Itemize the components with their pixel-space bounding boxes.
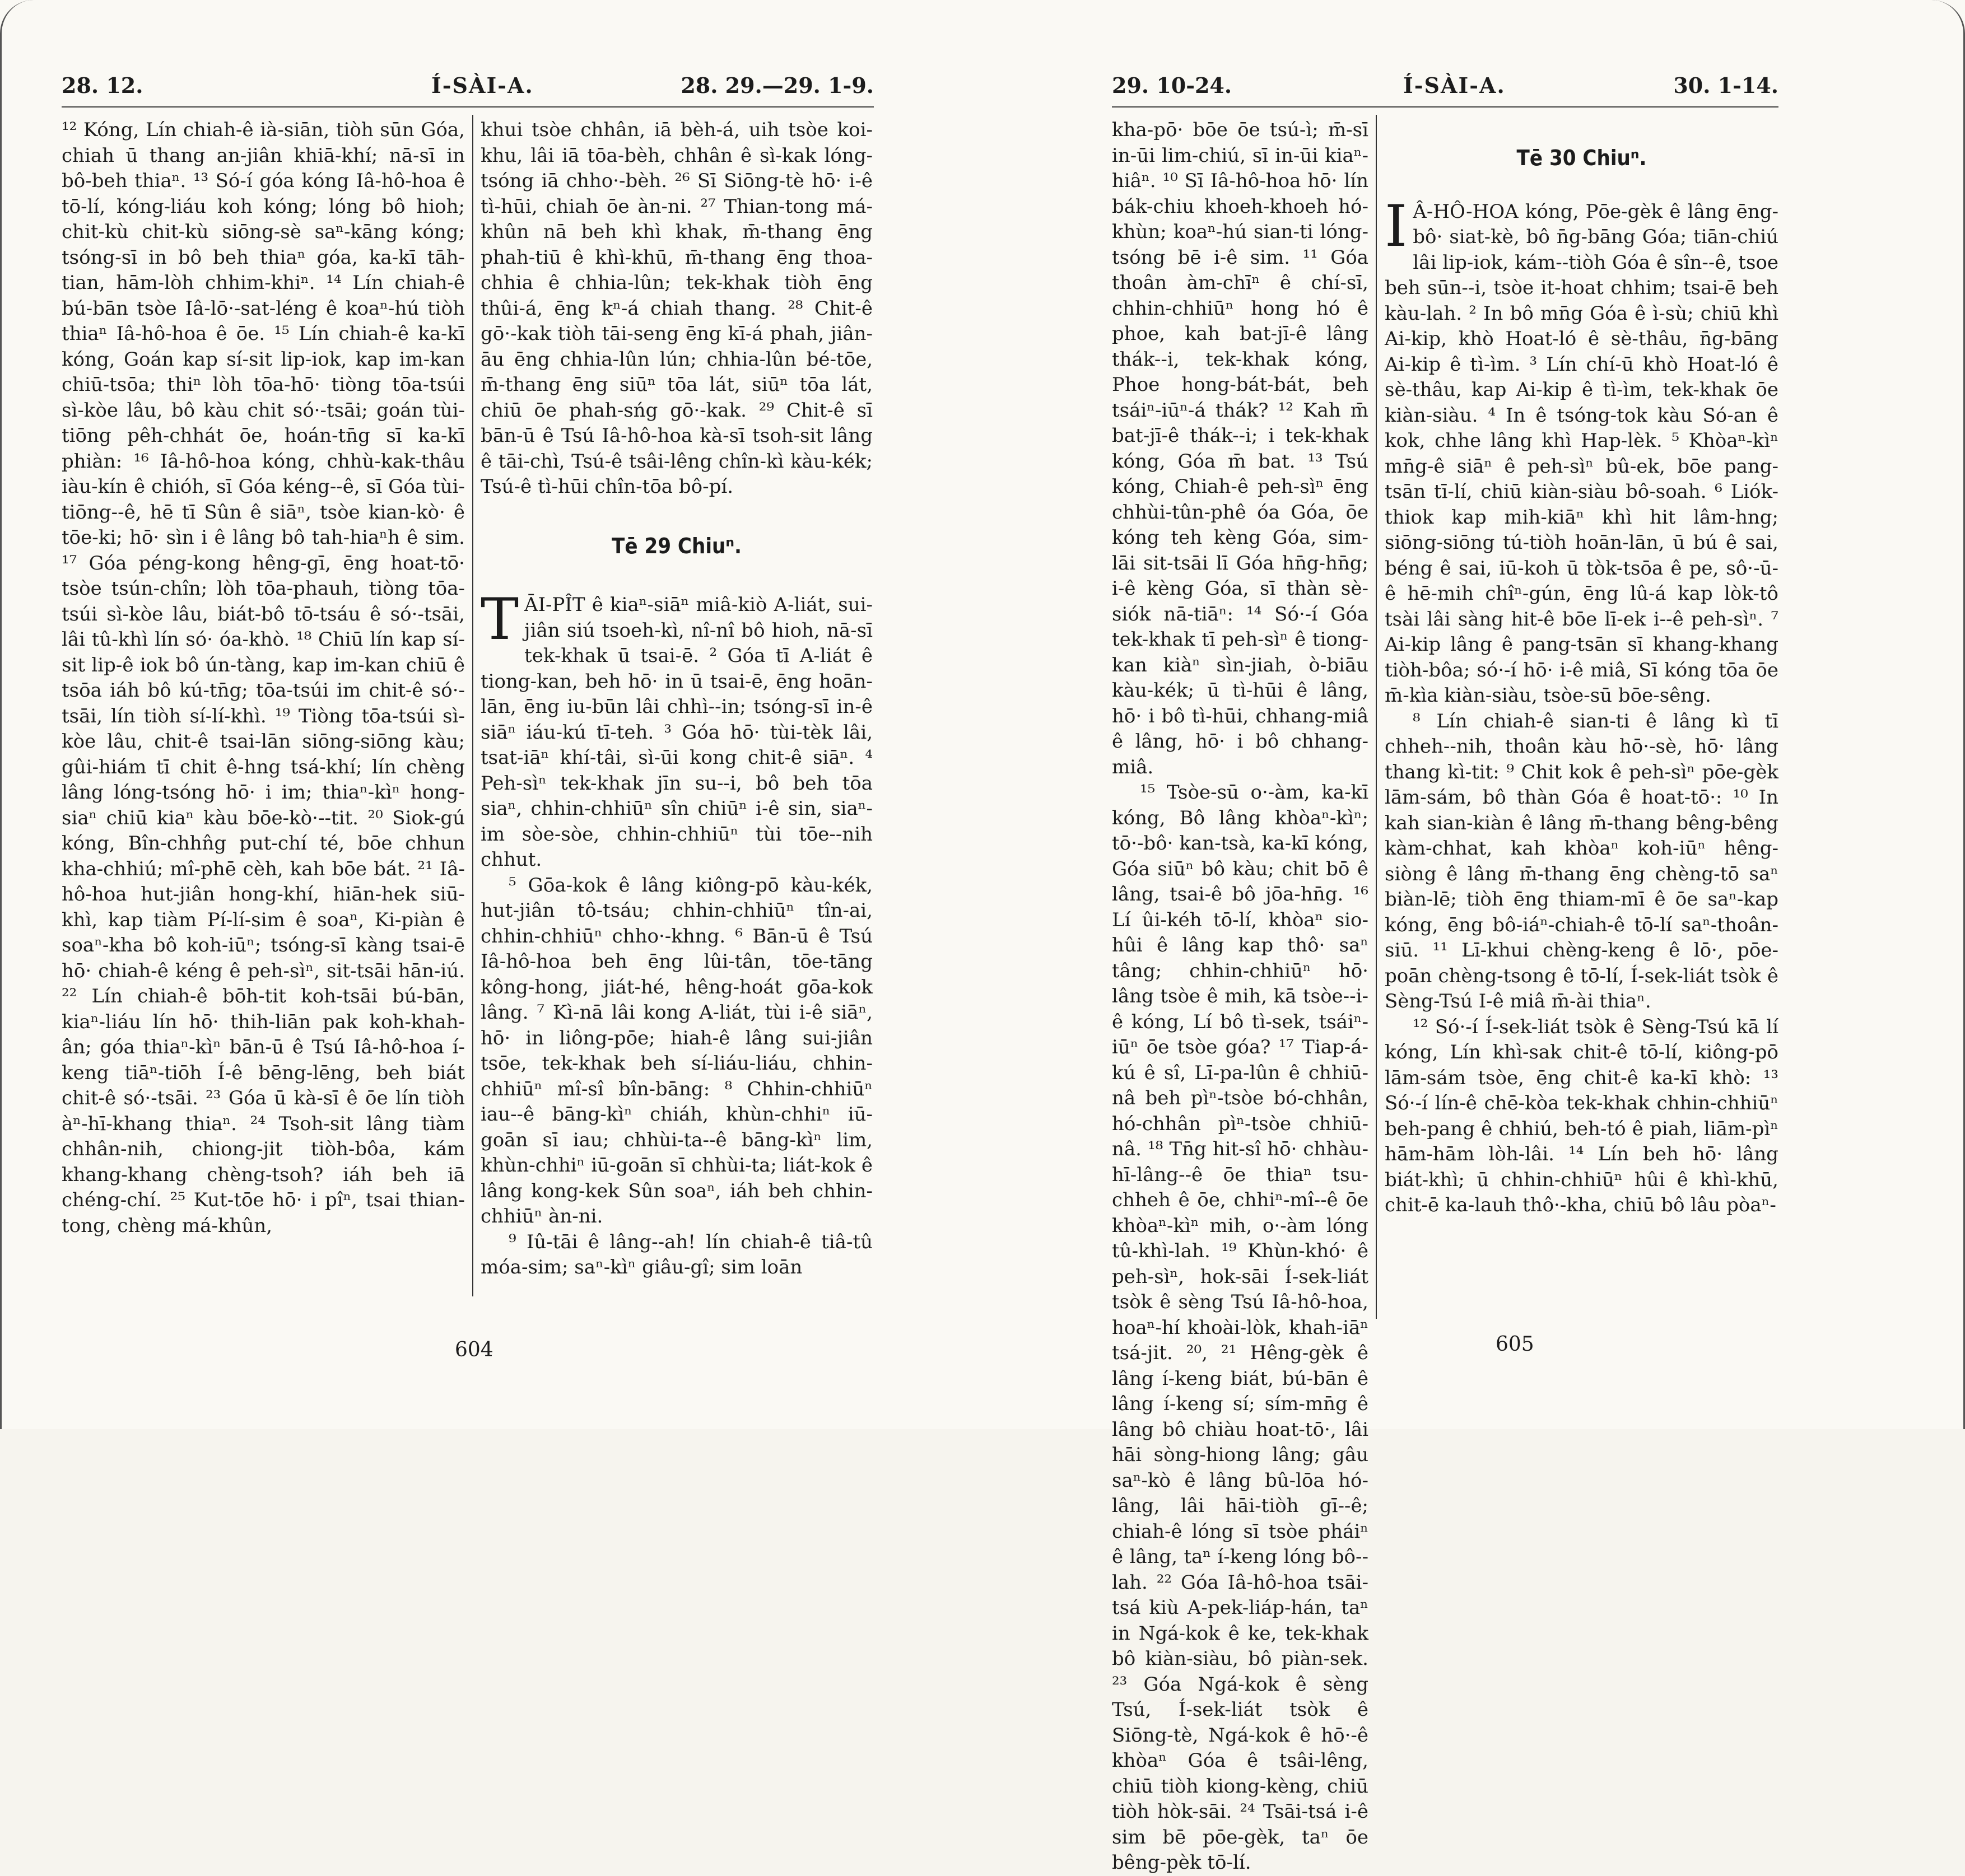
- chapter-30-opening-text: Â-HÔ-HOA kóng, Pōe-gèk ê lâng ēng-bô· siat-kè, bô n̄g-bāng Góa; tiān-chiú lâi lip-iok, kám--tiòh Góa ê sîn--ê, tsoe beh sūn--i, tsòe it-hoat chhim; tsai-ē beh kàu-lah. ² In bô mn̄g Góa ê ì-sù; chiū khì Ai-kip, khò Hoat-ló ê sè-thâu, n̄g-bāng Ai-kip ê tì-ìm. ³ Lín chí-ū khò Hoat-ló ê sè-thâu, kap Ai-kip ê tì-ìm, tek-khak ōe kiàn-siàu. ⁴ In ê tsóng-tok kàu Só-an ê kok, chhe lâng khì Hap-lèk. ⁵ Khòaⁿ-kìⁿ mn̄g-ê siāⁿ ê peh-sìⁿ bû-ek, bōe pang-tsān tī-lí, chiū kiàn-siàu bô-soah. ⁶ Liók-thiok kap mih-kiāⁿ khì hit lâm-hng; siōng-siōng tú-tiòh hoān-lān, ū bú ê sai, béng ê sai, iū-koh ū tòk-tsōa ê pe, sô·-ū-ê hē-mih chîⁿ-gún, ēng lû-á kap lòk-tô tsài lâi sàng hit-ê bōe lī-ek i--ê peh-sìⁿ. ⁷ Ai-kip lâng ê pang-tsān sī khang-khang tiòh-bôa; só·-í hō· i-ê miâ, Sī kóng tōa ōe m̄-kìa kiàn-siàu, tsòe-sū bōe-sêng.: [1385, 200, 1778, 707]
- right-column-divider: [1376, 115, 1377, 1319]
- left-column-a: [62, 118, 465, 1288]
- right-page-header: [1112, 67, 1778, 101]
- left-column-a-text: ¹² Kóng, Lín chiah-ê ià-siān, tiòh sūn Góa, chiah ū thang an-jiân khiā-khí; nā-sī in bô-beh thiaⁿ. ¹³ Só-í góa kóng Iâ-hô-hoa ê tō-lí, kóng-liáu koh kóng; lóng bô hioh; chit-kù chit-kù siōng-sè saⁿ-kāng kóng; tsóng-sī in bô beh thiaⁿ góa, ka-kī tāh-tian, hām-lòh chhim-khiⁿ. ¹⁴ Lín chiah-ê bú-bān tsòe Iâ-lō·-sat-léng ê koaⁿ-hú tiòh thiaⁿ Iâ-hô-hoa ê ōe. ¹⁵ Lín chiah-ê ka-kī kóng, Goán kap sí-sit lip-iok, kap im-kan chiū-tsōa; thiⁿ lòh tōa-hō· tiòng tōa-tsúi sì-kòe lâu, bô kàu chit só·-tsāi; goán tùi-tiōng pêh-chhát ōe, hoán-tn̄g sī ka-kī phiàn: ¹⁶ Iâ-hô-hoa kóng, chhù-kak-thâu iàu-kín ê chióh, sī Góa kéng--ê, sī Góa tùi-tiōng--ê, hē tī Sûn ê siāⁿ, tsòe kian-kò· ê tōe-ki; hō· sìn i ê lâng bô tah-hiaⁿh ê sim. ¹⁷ Góa péng-kong hêng-gī, ēng hoat-tō· tsòe tsún-chîn; lòh tōa-phauh, tiòng tōa-tsúi sì-kòe lâu, biát-bô tō-tsáu ê só·-tsāi, lâi tû-khì lín só· óa-khò. ¹⁸ Chiū lín kap sí-sit lip-ê iok bô ún-tàng, kap im-kan chiū ê tsōa iáh bô kú-tn̄g; tōa-tsúi im chit-ê só·-tsāi, lín tiòh sí-lí-khì. ¹⁹ Tiòng tōa-tsúi sì-kòe lâu, chit-ê tsai-lān siōng-siōng kàu; gûi-hiám tī chit ê-hng tsá-khí; lín chèng lâng lóng-tsóng hō· i im; thiaⁿ-kìⁿ hong-siaⁿ chiū kiaⁿ kàu bōe-kò·--tit. ²⁰ Siok-gú kóng, Bîn-chhn̂g put-chí té, bōe chhun kha-chhiú; mî-phē cèh, kah bōe bát. ²¹ Iâ-hô-hoa hut-jiân hong-khí, hiān-hek siū-khì, kap tiàm Pí-lí-sim ê soaⁿ, Ki-piàn ê soaⁿ-kha bô koh-iūⁿ; tsóng-sī kàng tsai-ē hō· chiah-ê kéng ê peh-sìⁿ, sit-tsāi hān-iú. ²² Lín chiah-ê bōh-tit koh-tsāi bú-bān, kiaⁿ-liáu lín hō· thih-liān pak koh-khah-ân; góa thiaⁿ-kìⁿ bān-ū ê Tsú Iâ-hô-hoa í-keng tiāⁿ-tiōh Í-ê bēng-lēng, beh biát chit-ê só·-tsāi. ²³ Góa ū kà-sī ê ōe lín tiòh àⁿ-hī-khang thiaⁿ. ²⁴ Tsoh-sit lâng tiàm chhân-nih, chiong-jit tiòh-bôa, kám khang-khang chèng-tsoh? iáh beh iā chéng-chí. ²⁵ Kut-tōe hō· i pîⁿ, tsai thian-tong, chèng má-khûn,: [62, 119, 465, 1237]
- right-column-b: [1385, 118, 1778, 1322]
- dropcap-t: T: [481, 586, 519, 653]
- right-column-b-text-3: ¹² Só·-í Í-sek-liát tsòk ê Sèng-Tsú kā lí kóng, Lín khì-sak chit-ê tō-lí, kiông-pō lām-sám tsòe, ēng chit-ê ka-kī khò: ¹³ Só·-í lín-ê chē-kòa tek-khak chhin-chhiūⁿ beh-pang ê chhiú, beh-tó ê piah, liām-pìⁿ hām-hām lòh-lâi. ¹⁴ Lín beh hō· lâng biát-khì; ū chhin-chhiūⁿ hûi ê khì-khū, chit-ē ka-lauh thô·-kha, chiū bô lâu pòaⁿ-: [1385, 1015, 1778, 1216]
- left-page-number: 604: [455, 1338, 493, 1361]
- right-header-rule: [1112, 106, 1778, 108]
- left-header-range: 28. 29.—29. 1-9.: [681, 73, 874, 98]
- left-column-divider: [472, 115, 473, 1296]
- left-column-b-text-1: khui tsòe chhân, iā bèh-á, uih tsòe koi-khu, lâi iā tōa-bèh, chhân ê sì-kak lóng-tsóng iā chho·-bèh. ²⁶ Sī Siōng-tè hō· i-ê tì-hūi, chiah ōe àn-ni. ²⁷ Thian-tong má-khûn nā beh khì khak, m̄-thang ēng phah-tiū ê khì-khū, m̄-thang ēng thoa-chhia ê chhia-lûn; tek-khak tiòh ēng thûi-á, ēng kⁿ-á chiah thang. ²⁸ Chit-ê gō·-kak tiòh tāi-seng ēng kī-á phah, jiân-āu ēng chhia-lûn lún; chhia-lûn bé-tōe, m̄-thang ēng siūⁿ tōa lát, siūⁿ tōa lát, chiū ōe phah-sńg gō·-kak. ²⁹ Chit-ê sī bān-ū ê Tsú Iâ-hô-hoa kà-sī tsoh-sit lâng ê tāi-chì, Tsú-ê tsâi-lêng chîn-kì kàu-kék; Tsú-ê tì-hūi chîn-tōa bô-pí.: [481, 119, 873, 498]
- chapter-title-29: Tē 29 Chiuⁿ.: [612, 533, 742, 558]
- chapter-title-30: Tē 30 Chiuⁿ.: [1516, 146, 1647, 170]
- right-page-number: 605: [1496, 1333, 1534, 1356]
- left-column-b: [481, 118, 873, 1294]
- chapter-29-opening: [481, 586, 873, 873]
- left-page: [0, 0, 986, 1429]
- right-page-edge: [1930, 0, 1965, 1429]
- right-column-a-text-2: ¹⁵ Tsòe-sū o·-àm, ka-kī kóng, Bô lâng khòaⁿ-kìⁿ; tō·-bô· kan-tsà, ka-kī kóng, Góa siūⁿ bô kàu; chit bō ê lâng, tsai-ê bô jōa-hn̄g. ¹⁶ Lí ûi-kéh tō-lí, khòaⁿ sio-hûi ê lâng kap thô· saⁿ tâng; chhin-chhiūⁿ hō· lâng tsòe ê mih, kā tsòe--i-ê kóng, Lí bô tì-sek, tsáiⁿ-iūⁿ ōe tsòe góa? ¹⁷ Tiap-á-kú ê sî, Lī-pa-lûn ê chhiū-nâ beh pìⁿ-tsòe bó-chhân, hó-chhân pìⁿ-tsòe chhiū-nâ. ¹⁸ Tn̄g hit-sî hō· chhàu-hī-lâng--ê ōe thiaⁿ tsu-chheh ê ōe, chhiⁿ-mî--ê ōe khòaⁿ-kìⁿ mih, o·-àm lóng tû-khì-lah. ¹⁹ Khùn-khó· ê peh-sìⁿ, hok-sāi Í-sek-liát tsòk ê sèng Tsú Iâ-hô-hoa, hoaⁿ-hí khoài-lòk, khah-iāⁿ tsá-jit. ²⁰, ²¹ Hêng-gèk ê lâng í-keng biát, bú-bān ê lâng í-keng sí; sím-mn̄g ê lâng bô chiàu hoat-tō·, lâi hāi sòng-hiong lâng; gâu saⁿ-kò ê lâng bû-lōa hó-lâng, lâi hāi-tiòh gī--ê; chiah-ê lóng sī tsòe pháiⁿ ê lâng, taⁿ í-keng lóng bô--lah. ²² Góa Iâ-hô-hoa tsāi-tsá kiù A-pek-liáp-hán, taⁿ in Ngá-kok ê ke, tek-khak bô kiàn-siàu, bô piàn-sek. ²³ Góa Ngá-kok ê sèng Tsú, Í-sek-liát tsòk ê Siōng-tè, Ngá-kok ê hō·-ê khòaⁿ Góa ê tsâi-lêng, chiū tiòh kiong-kèng, chiū tiòh hòk-sāi. ²⁴ Tsāi-tsá i-ê sim bē pōe-gèk, taⁿ ōe bêng-pèk tō-lí.: [1112, 781, 1368, 1874]
- chapter-29-opening-text: ĀI-PÎT ê kiaⁿ-siāⁿ miâ-kiò A-liát, sui-jiân siú tsoeh-kì, nî-nî bô hioh, nā-sī tek-khak ū tsai-ē. ² Góa tī A-liát ê tiong-kan, beh hō· in ū tsai-ē, ēng hoān-lān, ēng iu-būn lâi chhì--in; tsóng-sī in-ê siāⁿ iáu-kú tī-teh. ³ Góa hō· tùi-tèk lâi, tsat-iāⁿ khí-tâi, sì-ūi kong chit-ê siāⁿ. ⁴ Peh-sìⁿ tek-khak jīn su--i, bô beh tōa siaⁿ, chhin-chhiūⁿ sîn chiūⁿ i-ê sin, siaⁿ-im sòe-sòe, chhin-chhiūⁿ tùi tōe--nih chhut.: [481, 594, 873, 871]
- left-page-header: [62, 67, 874, 101]
- left-header-rule: [62, 106, 874, 108]
- left-header-reference: 28. 12.: [62, 73, 143, 98]
- right-header-reference: 29. 10-24.: [1112, 73, 1232, 98]
- chapter-30-opening: [1385, 193, 1778, 709]
- left-header-book-title: Í-SÀI-A.: [431, 73, 534, 98]
- left-column-b-text-3: ⁵ Gōa-kok ê lâng kiông-pō kàu-kék, hut-jiân tô-tsáu; chhin-chhiūⁿ tîn-ai, chhin-chhiūⁿ chho·-khng. ⁶ Bān-ū ê Tsú Iâ-hô-hoa beh ēng lûi-tân, tōe-tāng kông-hong, jiát-hé, hêng-hoát gōa-kok lâng. ⁷ Kì-nā lâi kong A-liát, tùi i-ê siāⁿ, hō· in liông-pōe; hiah-ê lâng sui-jiân tsōe, tek-khak beh sí-liáu-liáu, chhin-chhiūⁿ mî-sî bîn-bāng: ⁸ Chhin-chhiūⁿ iau--ê bāng-kìⁿ chiáh, khùn-chhiⁿ iū-goān sī iau; chhùi-ta--ê bāng-kìⁿ lim, khùn-chhiⁿ iū-goān sī chhùi-ta; liát-kok ê lâng kong-kek Sûn soaⁿ, iáh beh chhin-chhiūⁿ àn-ni.: [481, 874, 873, 1228]
- dropcap-i: I: [1385, 193, 1408, 260]
- right-header-range: 30. 1-14.: [1673, 73, 1778, 98]
- right-column-a-text-1: kha-pō· bōe ōe tsú-ì; m̄-sī in-ūi lim-chiú, sī in-ūi kiaⁿ-hiâⁿ. ¹⁰ Sī Iâ-hô-hoa hō· lín bák-chiu khoeh-khoeh hó-khùn; koaⁿ-hú sian-ti lóng-tsóng bē i-ê sim. ¹¹ Góa thoân àm-chīⁿ ê chí-sī, chhin-chhiūⁿ hong hó ê phoe, kah bat-jī-ê lâng thák--i, tek-khak kóng, Phoe hong-bát-bát, beh tsáiⁿ-iūⁿ-á thák? ¹² Kah m̄ bat-jī-ê thák--i; i tek-khak kóng, Góa m̄ bat. ¹³ Tsú kóng, Chiah-ê peh-sìⁿ ēng chhùi-tûn-phê óa Góa, ōe kóng teh kèng Góa, sim-lāi sit-tsāi lī Góa hn̄g-hn̄g; i-ê kèng Góa, sī thàn sè-siók nā-tiāⁿ: ¹⁴ Só·-í Góa tek-khak tī peh-sìⁿ ê tiong-kan kiàⁿ sìn-jiah, ò-biāu kàu-kék; ū tì-hūi ê lâng, hō· i bô tì-hūi, chhang-miâ ê lâng, hō· i bô chhang-miâ.: [1112, 119, 1368, 778]
- right-column-a: [1112, 118, 1368, 1874]
- right-column-b-text-2: ⁸ Lín chiah-ê sian-ti ê lâng kì tī chheh--nih, thoân kàu hō·-sè, hō· lâng thang kì-tit: ⁹ Chit kok ê peh-sìⁿ pōe-gèk lām-sám, bô thàn Góa ê hoat-tō·: ¹⁰ In kah sian-kiàn ê lâng m̄-thang bêng-bêng kàm-chhat, kah khòaⁿ koh-iūⁿ hêng-siòng ê lâng m̄-thang ēng chèng-tō saⁿ biàn-lē; tiòh ēng thiam-mī ê ōe saⁿ-kap kóng, ēng bô-iáⁿ-chiah-ê tō-lí saⁿ-thoân-siū. ¹¹ Lī-khui chèng-keng ê lō·, pōe-poān chèng-tsong ê tō-lí, Í-sek-liát tsòk ê Sèng-Tsú I-ê miâ m̄-ài thiaⁿ.: [1385, 710, 1778, 1012]
- right-header-book-title: Í-SÀI-A.: [1403, 73, 1506, 98]
- left-column-b-text-4: ⁹ Iû-tāi ê lâng--ah! lín chiah-ê tiâ-tû móa-sim; saⁿ-kìⁿ giâu-gî; sim loān: [481, 1230, 873, 1278]
- right-page: [986, 0, 1965, 1874]
- left-page-edge: [0, 0, 35, 1429]
